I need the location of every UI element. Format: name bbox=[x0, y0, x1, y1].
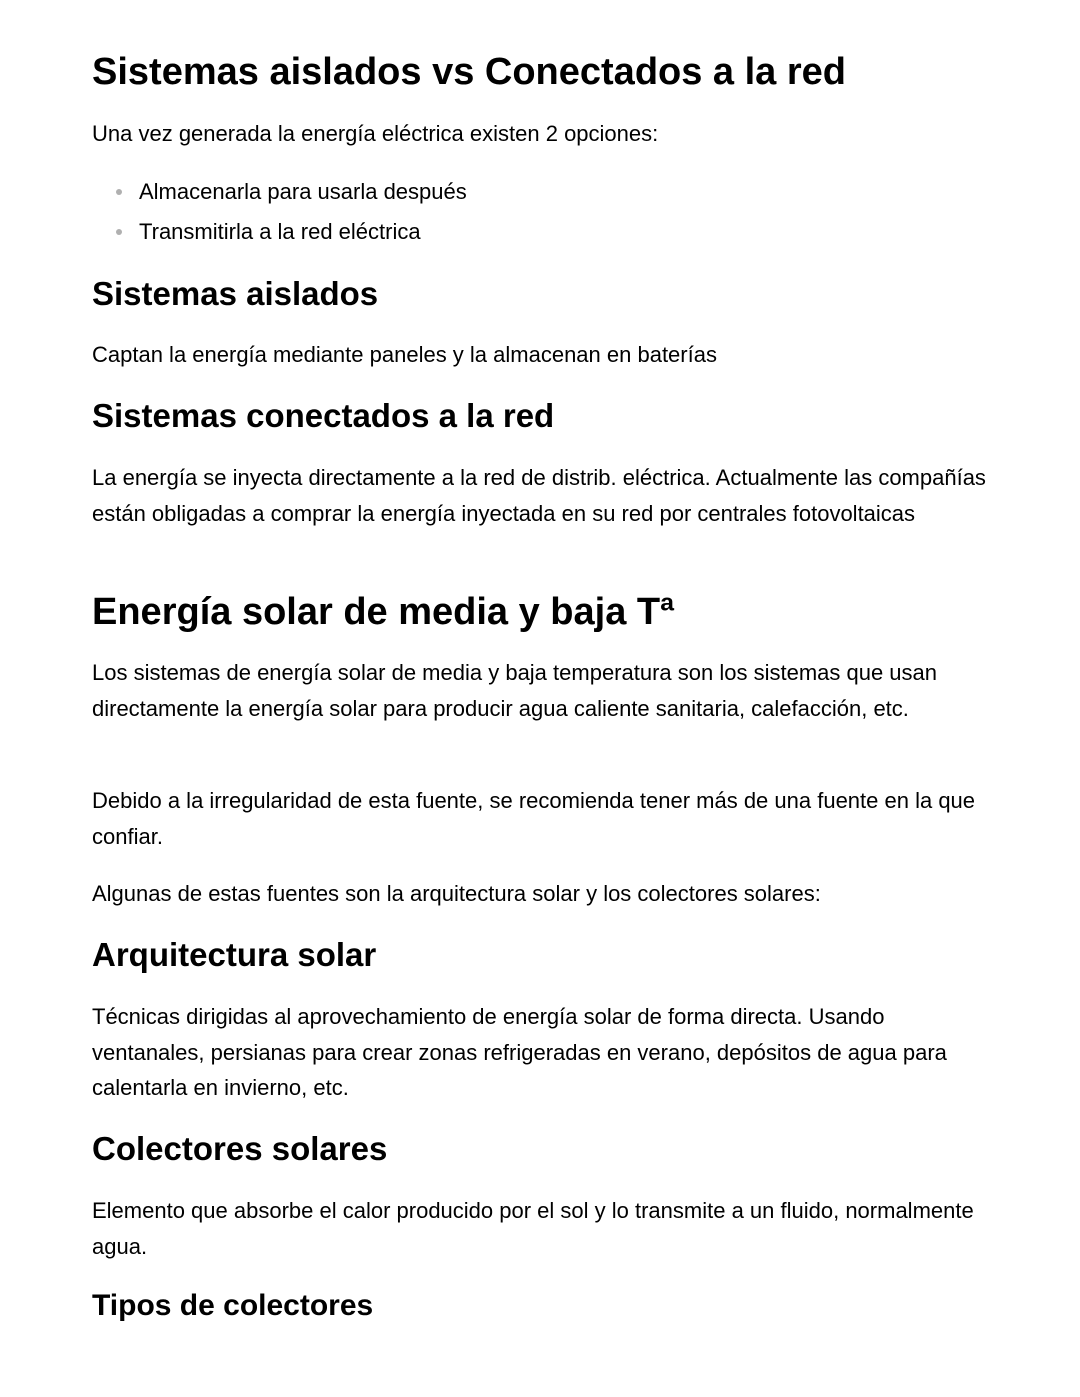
heading-energia-solar-media-baja: Energía solar de media y baja Tª bbox=[92, 591, 675, 633]
heading-colectores-solares: Colectores solares bbox=[92, 1130, 388, 1167]
list-item-text: Transmitirla a la red eléctrica bbox=[139, 219, 421, 244]
paragraph-intro: Una vez generada la energía eléctrica existen 2 opciones: bbox=[92, 121, 659, 146]
heading-sistemas-aislados-vs-conectados: Sistemas aislados vs Conectados a la red bbox=[92, 51, 847, 93]
heading-arquitectura-solar: Arquitectura solar bbox=[92, 936, 377, 973]
heading-sistemas-aislados: Sistemas aislados bbox=[92, 275, 379, 312]
paragraph-energia-solar-2: Debido a la irregularidad de esta fuente, se recomienda tener más de una fuente en la que confiar. bbox=[92, 788, 976, 849]
bullet-icon bbox=[116, 189, 122, 195]
paragraph-arquitectura-solar: Técnicas dirigidas al aprovechamiento de energía solar de forma directa. Usando ventanales, persianas para crear zonas refrigeradas en verano, depósitos de agua para calentarla en invierno, etc. bbox=[92, 1004, 947, 1100]
paragraph-colectores-solares: Elemento que absorbe el calor producido por el sol y lo transmite a un fluido, normalmente agua. bbox=[92, 1198, 974, 1259]
paragraph-energia-solar-1: Los sistemas de energía solar de media y baja temperatura son los sistemas que usan directamente la energía solar para producir agua caliente sanitaria, calefacción, etc. bbox=[92, 660, 938, 721]
paragraph-energia-solar-3: Algunas de estas fuentes son la arquitectura solar y los colectores solares: bbox=[92, 881, 821, 906]
list-item bbox=[92, 212, 467, 252]
list-item bbox=[92, 172, 467, 212]
options-list bbox=[92, 172, 467, 252]
list-item-text: Almacenarla para usarla después bbox=[139, 179, 467, 204]
heading-tipos-de-colectores: Tipos de colectores bbox=[92, 1289, 374, 1322]
heading-sistemas-conectados: Sistemas conectados a la red bbox=[92, 397, 555, 434]
bullet-icon bbox=[116, 229, 122, 235]
paragraph-sistemas-aislados: Captan la energía mediante paneles y la almacenan en baterías bbox=[92, 342, 717, 367]
paragraph-sistemas-conectados: La energía se inyecta directamente a la red de distrib. eléctrica. Actualmente las compañías están obligadas a comprar la energía inyectada en su red por centrales fotovoltaicas bbox=[92, 465, 986, 526]
